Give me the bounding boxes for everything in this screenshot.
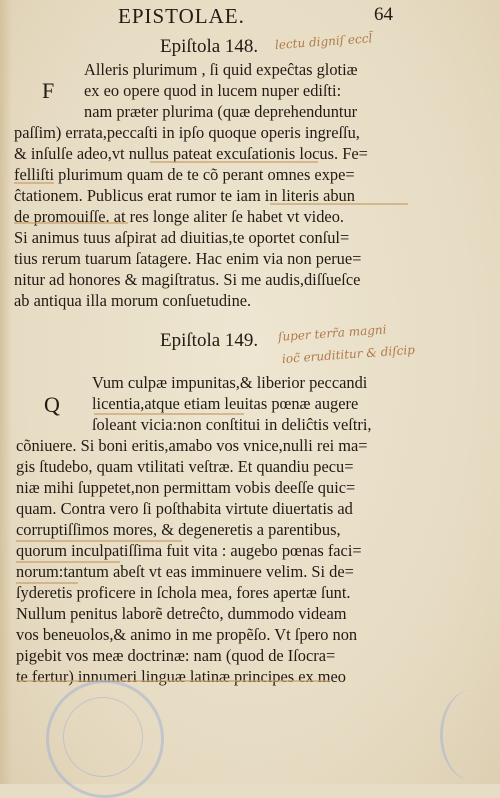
library-stamp-edge	[440, 690, 500, 780]
handwritten-note-148: lectu digniſ eccl̃	[274, 31, 373, 52]
drop-initial-148: F	[42, 78, 55, 103]
text-line: ex eo opere quod in lucem nuper ediſti:	[84, 81, 342, 100]
text-line: quam. Contra vero ſi poſthabita virtute diuertatis ad	[16, 499, 353, 518]
text-line: tius rerum tuarum ſatagere. Hac enim via non perue=	[14, 249, 362, 268]
epistola-148-heading: Epiſtola 148.	[160, 36, 259, 57]
text-line: quorum inculpatiſſima fuit vita : augebo pœnas faci=	[16, 541, 362, 560]
text-line: ſyderetis proficere in ſchola mea, fores apertæ ſunt.	[16, 583, 351, 602]
drop-initial-149: Q	[44, 392, 60, 417]
text-line: Alleris plurimum , ſi quid expeĉtas glotiæ	[84, 60, 358, 79]
text-line: nam præter plurima (quæ deprehenduntur	[84, 102, 358, 121]
text-line: vos beneuolos,& animo in me propẽſo. Vt ſpero non	[16, 625, 358, 644]
text-line: felliſti plurimum quam de te cõ perant omnes expe=	[14, 165, 355, 184]
page-number: 64	[374, 4, 393, 25]
text-line: paſſim) errata,peccaſti in ipſo quoque operis ingreſſu,	[14, 123, 360, 142]
text-line: & inſulſe adeo,vt nullus pateat excuſationis locus. Fe=	[14, 144, 368, 163]
text-line: pigebit vos meæ doctrinæ: nam (quod de Iſocra=	[16, 646, 336, 665]
text-line: ĉtationem. Publicus erat rumor te iam in literis abun	[14, 186, 355, 205]
text-line: corruptiſſimos mores, & degeneretis a parentibus,	[16, 520, 341, 539]
running-title: EPISTOLAE.	[118, 4, 245, 28]
text-line: nitur ad honores & magiſtratus. Si me audis,diſſueſce	[14, 270, 361, 289]
text-line: Vum culpæ impunitas,& liberior peccandi	[92, 373, 368, 392]
text-line: ſoleant vicia:non conſtitui in deliĉtis veſtri,	[92, 415, 372, 434]
text-line: Si animus tuus aſpirat ad diuitias,te oportet conſul=	[14, 228, 350, 247]
handwritten-note-149-b: ioc̃ erudititur & diſcip	[281, 342, 416, 366]
text-line: te fertur) innumeri linguæ latinæ principes ex meo	[16, 667, 347, 686]
text-line: cõniuere. Si boni eritis,amabo vos vnice,nulli rei ma=	[16, 436, 368, 455]
text-line: Nullum penitus laborẽ detreĉto, dummodo videam	[16, 604, 347, 623]
text-line: niæ mihi ſuppetet,non permittam vobis deeſſe quic=	[16, 478, 356, 497]
handwritten-note-149-a: ſuper terr̃a magni	[277, 322, 387, 344]
text-line: de promouiſſe. at res longe aliter ſe habet vt video.	[14, 207, 344, 226]
text-line: gis ſtudebo, quam vtilitati veſtræ. Et quandiu pecu=	[16, 457, 354, 476]
text-line: licentia,atque etiam leuitas pœnæ augere	[92, 394, 359, 413]
epistola-149-heading: Epiſtola 149.	[160, 330, 259, 351]
library-stamp	[46, 680, 164, 798]
text-line: ab antiqua illa morum conſuetudine.	[14, 291, 252, 310]
text-line: norum:tantum abeſt vt eas imminuere velim. Si de=	[16, 562, 354, 581]
